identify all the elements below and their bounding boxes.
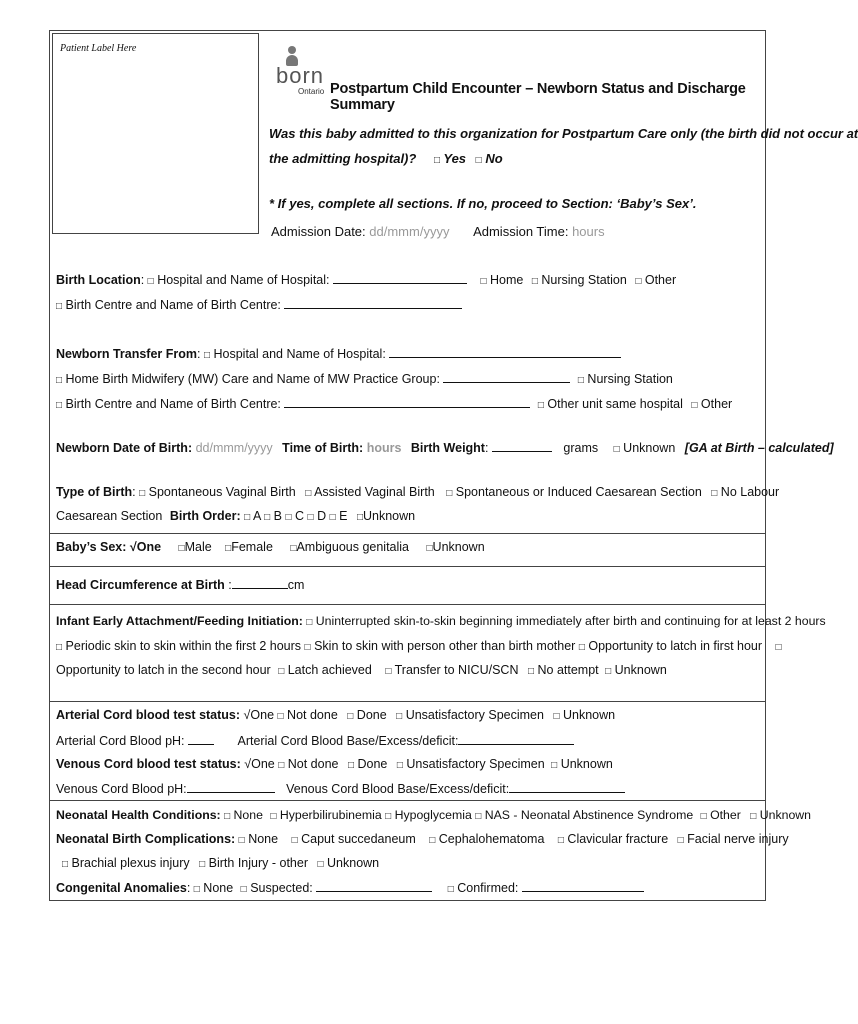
no-attempt-option: No attempt [537,663,599,677]
home-birth-option: Home Birth Midwifery (MW) Care and Name of MW Practice Group: [65,372,440,386]
clavicular-option: Clavicular fracture [567,832,669,846]
type-of-birth-label: Type of Birth [56,485,133,499]
venous-not-done-checkbox[interactable]: □ [278,760,285,771]
arterial-ph-row [56,733,574,748]
hyperbili-option: Hyperbilirubinemia [279,808,382,822]
divider [49,604,766,605]
nicu-checkbox[interactable]: □ [385,666,392,677]
health-other-checkbox[interactable]: □ [700,811,707,822]
head-circumference-field[interactable] [232,577,288,589]
spont-vaginal-checkbox[interactable]: □ [139,488,146,499]
order-d: D [317,509,327,523]
nicu-option: Transfer to NICU/SCN [394,663,519,677]
logo-head-icon [288,46,296,54]
feeding-row2 [56,639,782,653]
ambiguous-option: Ambiguous genitalia [296,540,410,554]
birth-centre-option: Birth Centre and Name of Birth Centre: [65,298,281,312]
venous-not-done: Not done [287,757,339,771]
transfer-hospital-checkbox[interactable]: □ [203,350,210,361]
admission-time-field[interactable]: hours [572,224,605,239]
other-unit-checkbox[interactable]: □ [537,400,544,411]
venous-unsat-checkbox[interactable]: □ [396,760,403,771]
sex-unknown-checkbox[interactable]: □ [426,543,433,554]
sex-unknown-option: Unknown [432,540,485,554]
birth-location-row: Birth Location: □ Hospital and Name of Hospital: □ Home □ Nursing Station □ Other [56,273,677,287]
ambiguous-checkbox[interactable]: □ [290,543,297,554]
transfer-birth-centre-checkbox[interactable]: □ [56,400,63,411]
other-unit-option: Other unit same hospital [547,397,683,411]
divider [49,533,766,534]
venous-one: √One [244,757,275,771]
assisted-vaginal-option: Assisted Vaginal Birth [314,485,435,499]
cs-option: Spontaneous or Induced Caesarean Section [455,485,702,499]
latch-second-checkbox[interactable]: □ [775,642,782,653]
arterial-status-row [56,708,615,722]
venous-ph-field[interactable] [187,781,275,793]
transfer-nursing-station-option: Nursing Station [587,372,673,386]
divider [49,800,766,801]
hyperbili-checkbox[interactable]: □ [270,811,277,822]
cephalo-checkbox[interactable]: □ [429,835,436,846]
venous-ph-row [56,781,625,796]
patient-label-box [52,33,259,234]
no-attempt-checkbox[interactable]: □ [527,666,535,677]
birth-location-label: Birth Location [56,273,141,287]
male-option: Male [184,540,212,554]
transfer-row: Newborn Transfer From: □ Hospital and Name of Hospital: [56,346,621,361]
arterial-unsat: Unsatisfactory Specimen [405,708,544,722]
grams-unit: grams [563,441,599,455]
latch-achieved-checkbox[interactable]: □ [278,666,285,677]
confirmed-field[interactable] [522,880,644,892]
venous-unknown: Unknown [560,757,613,771]
neonatal-health-row [56,808,811,822]
complications-row2 [56,856,379,870]
yes-checkbox[interactable]: □ [433,155,440,166]
feeding-unknown-option: Unknown [614,663,667,677]
nursing-station-option: Nursing Station [541,273,627,287]
order-c: C [295,509,305,523]
health-none: None [233,808,263,822]
nas-option: NAS - Neonatal Abstinence Syndrome [484,808,694,822]
venous-base-label: Venous Cord Blood Base/Excess/deficit: [286,782,510,796]
venous-unknown-checkbox[interactable]: □ [551,760,558,771]
hospital-checkbox[interactable]: □ [147,276,154,287]
venous-status-row [56,757,613,771]
arterial-done-checkbox[interactable]: □ [347,711,354,722]
suspected-option: Suspected: [250,881,313,895]
transfer-other-checkbox[interactable]: □ [691,400,698,411]
order-unknown: Unknown [362,509,416,523]
dob-field[interactable]: dd/mmm/yyyy [195,441,273,455]
comp-none: None [248,832,279,846]
other-option: Other [644,273,677,287]
nursing-station-checkbox[interactable]: □ [531,276,538,287]
admission-date-label: Admission Date: [271,224,366,239]
instruction-text: * If yes, complete all sections. If no, proceed to Section: ‘Baby’s Sex’. [269,196,697,211]
order-e: E [339,509,348,523]
transfer-hospital-field[interactable] [389,346,621,358]
admission-time-label: Admission Time: [473,224,569,239]
admission-question-line2: the admitting hospital)? □ Yes □ No [269,151,503,166]
facial-option: Facial nerve injury [687,832,789,846]
latch-achieved-option: Latch achieved [287,663,372,677]
other-checkbox[interactable]: □ [635,276,642,287]
patient-label-text: Patient Label Here [60,43,137,54]
order-b: B [273,509,282,523]
order-unknown-checkbox[interactable]: □ [356,512,363,523]
admission-date-field[interactable]: dd/mmm/yyyy [369,224,450,239]
male-checkbox[interactable]: □ [178,543,185,554]
weight-unknown-option: Unknown [623,441,676,455]
arterial-done: Done [356,708,387,722]
dob-label: Newborn Date of Birth: [56,441,193,455]
hospital-name-field[interactable] [333,272,467,284]
congenital-none: None [203,881,234,895]
complications-label: Neonatal Birth Complications: [56,832,236,846]
form-title: Postpartum Child Encounter – Newborn Status and Discharge Summary [330,81,746,113]
caesarean-section-text: Caesarean Section [56,509,163,523]
congenital-none-checkbox[interactable]: □ [193,884,200,895]
brachial-checkbox[interactable]: □ [62,859,69,870]
arterial-base-field[interactable] [458,733,574,745]
venous-status-label: Venous Cord blood test status: [56,757,241,771]
order-b-checkbox[interactable]: □ [264,512,271,523]
feeding-row3 [56,663,667,677]
facial-checkbox[interactable]: □ [677,835,684,846]
neonatal-health-label: Neonatal Health Conditions: [56,808,221,822]
other-person-checkbox[interactable]: □ [304,642,311,653]
latch-first-option: Opportunity to latch in first hour [588,639,763,653]
order-d-checkbox[interactable]: □ [307,512,314,523]
no-labour-checkbox[interactable]: □ [711,488,718,499]
transfer-other-option: Other [700,397,733,411]
congenital-row: Congenital Anomalies: □ None □ Suspected: □ Confirmed: [56,880,644,895]
transfer-nursing-station-checkbox[interactable]: □ [577,375,584,386]
dob-row: Newborn Date of Birth: dd/mmm/yyyy Time of Birth: hours Birth Weight: grams □ Unknown [GA at Birth – calculated] [56,441,834,455]
hypoglycemia-checkbox[interactable]: □ [385,811,392,822]
head-label: Head Circumference at Birth [56,578,225,592]
birth-time-field[interactable]: hours [366,441,402,455]
arterial-ph-label: Arterial Cord Blood pH: [56,734,185,748]
cs-checkbox[interactable]: □ [446,488,453,499]
cephalo-option: Cephalohematoma [438,832,545,846]
arterial-unknown-checkbox[interactable]: □ [553,711,560,722]
feeding-unknown-checkbox[interactable]: □ [605,666,612,677]
weight-unknown-checkbox[interactable]: □ [613,444,620,455]
assisted-vaginal-checkbox[interactable]: □ [305,488,312,499]
logo-word: born [276,63,325,88]
type-of-birth-row: Type of Birth: □ Spontaneous Vaginal Birth □ Assisted Vaginal Birth □ Spontaneous or Induced Caesarean Section □ No Labour [56,485,780,499]
arterial-base-label: Arterial Cord Blood Base/Excess/deficit: [237,734,459,748]
other-person-option: Skin to skin with person other than birth mother [314,639,576,653]
divider [49,566,766,567]
born-logo [276,46,328,100]
head-unit: cm [287,578,305,592]
birth-injury-checkbox[interactable]: □ [199,859,206,870]
mw-practice-field[interactable] [443,371,570,383]
home-checkbox[interactable]: □ [480,276,487,287]
latch-first-checkbox[interactable]: □ [578,642,585,653]
venous-base-field[interactable] [509,781,625,793]
home-birth-row [56,371,673,386]
female-option: Female [231,540,273,554]
birth-time-label: Time of Birth: [282,441,364,455]
arterial-ph-field[interactable] [188,733,214,745]
comp-unknown: Unknown [327,856,380,870]
latch-second-option: Opportunity to latch in the second hour [56,663,271,677]
order-e-checkbox[interactable]: □ [329,512,336,523]
uninterrupted-option: Uninterrupted skin-to-skin beginning immediately after birth and continuing for at least 2 hours [315,614,826,628]
yes-label: Yes [443,151,467,166]
arterial-unsat-checkbox[interactable]: □ [396,711,403,722]
congenital-label: Congenital Anomalies [56,881,187,895]
complications-row [56,832,789,846]
female-checkbox[interactable]: □ [225,543,232,554]
birth-centre-checkbox[interactable]: □ [56,301,63,312]
birth-injury-option: Birth Injury - other [208,856,308,870]
transfer-birth-centre-field[interactable] [284,396,530,408]
venous-done-checkbox[interactable]: □ [347,760,355,771]
health-none-checkbox[interactable]: □ [224,811,231,822]
no-label: No [485,151,503,166]
clavicular-checkbox[interactable]: □ [557,835,564,846]
arterial-not-done-checkbox[interactable]: □ [277,711,284,722]
caput-checkbox[interactable]: □ [291,835,298,846]
brachial-option: Brachial plexus injury [71,856,190,870]
arterial-status-label: Arterial Cord blood test status: [56,708,241,722]
birth-order-label: Birth Order: [169,509,241,523]
health-unknown-checkbox[interactable]: □ [750,811,757,822]
sex-row [56,540,485,554]
health-unknown: Unknown [759,808,811,822]
periodic-checkbox[interactable]: □ [56,642,63,653]
divider [49,701,766,702]
comp-none-checkbox[interactable]: □ [238,835,245,846]
admission-date-row [271,224,605,239]
arterial-one: √One [243,708,275,722]
sex-one: √One [129,540,162,554]
no-checkbox[interactable]: □ [475,155,482,166]
feeding-label: Infant Early Attachment/Feeding Initiation: [56,614,303,628]
confirmed-option: Confirmed: [457,881,519,895]
home-option: Home [490,273,524,287]
transfer-birth-centre-option: Birth Centre and Name of Birth Centre: [65,397,281,411]
venous-ph-label: Venous Cord Blood pH: [56,782,187,796]
head-row: Head Circumference at Birth : cm [56,578,305,592]
arterial-unknown: Unknown [562,708,616,722]
transfer-hospital-option: Hospital and Name of Hospital: [213,347,386,361]
caput-option: Caput succedaneum [301,832,416,846]
uninterrupted-checkbox[interactable]: □ [306,617,313,628]
ga-calculated: [GA at Birth – calculated] [684,441,834,455]
birth-order-row [56,509,415,523]
order-c-checkbox[interactable]: □ [285,512,292,523]
suspected-field[interactable] [316,880,432,892]
birth-centre-row [56,297,462,312]
birth-weight-label: Birth Weight [410,441,485,455]
comp-unknown-checkbox[interactable]: □ [317,859,324,870]
spont-vaginal-option: Spontaneous Vaginal Birth [148,485,296,499]
order-a: A [252,509,261,523]
health-other: Other [710,808,741,822]
home-birth-checkbox[interactable]: □ [56,375,63,386]
periodic-option: Periodic skin to skin within the first 2 hours [65,639,302,653]
confirmed-checkbox[interactable]: □ [447,884,454,895]
hypoglycemia-option: Hypoglycemia [394,808,472,822]
transfer-birth-centre-row [56,396,732,411]
nas-checkbox[interactable]: □ [475,811,482,822]
no-labour-option: No Labour [720,485,780,499]
feeding-row1 [56,614,826,628]
transfer-label: Newborn Transfer From [56,347,197,361]
order-a-checkbox[interactable]: □ [244,512,251,523]
birth-centre-name-field[interactable] [284,297,462,309]
arterial-not-done: Not done [287,708,338,722]
venous-done: Done [357,757,388,771]
birth-weight-field[interactable] [492,440,552,452]
admission-question-line1: Was this baby admitted to this organization for Postpartum Care only (the birth did not occur at [269,126,858,141]
hospital-option: Hospital and Name of Hospital: [157,273,330,287]
logo-province: Ontario [298,87,325,96]
venous-unsat: Unsatisfactory Specimen [406,757,545,771]
suspected-checkbox[interactable]: □ [240,884,247,895]
sex-label: Baby’s Sex: [56,540,127,554]
